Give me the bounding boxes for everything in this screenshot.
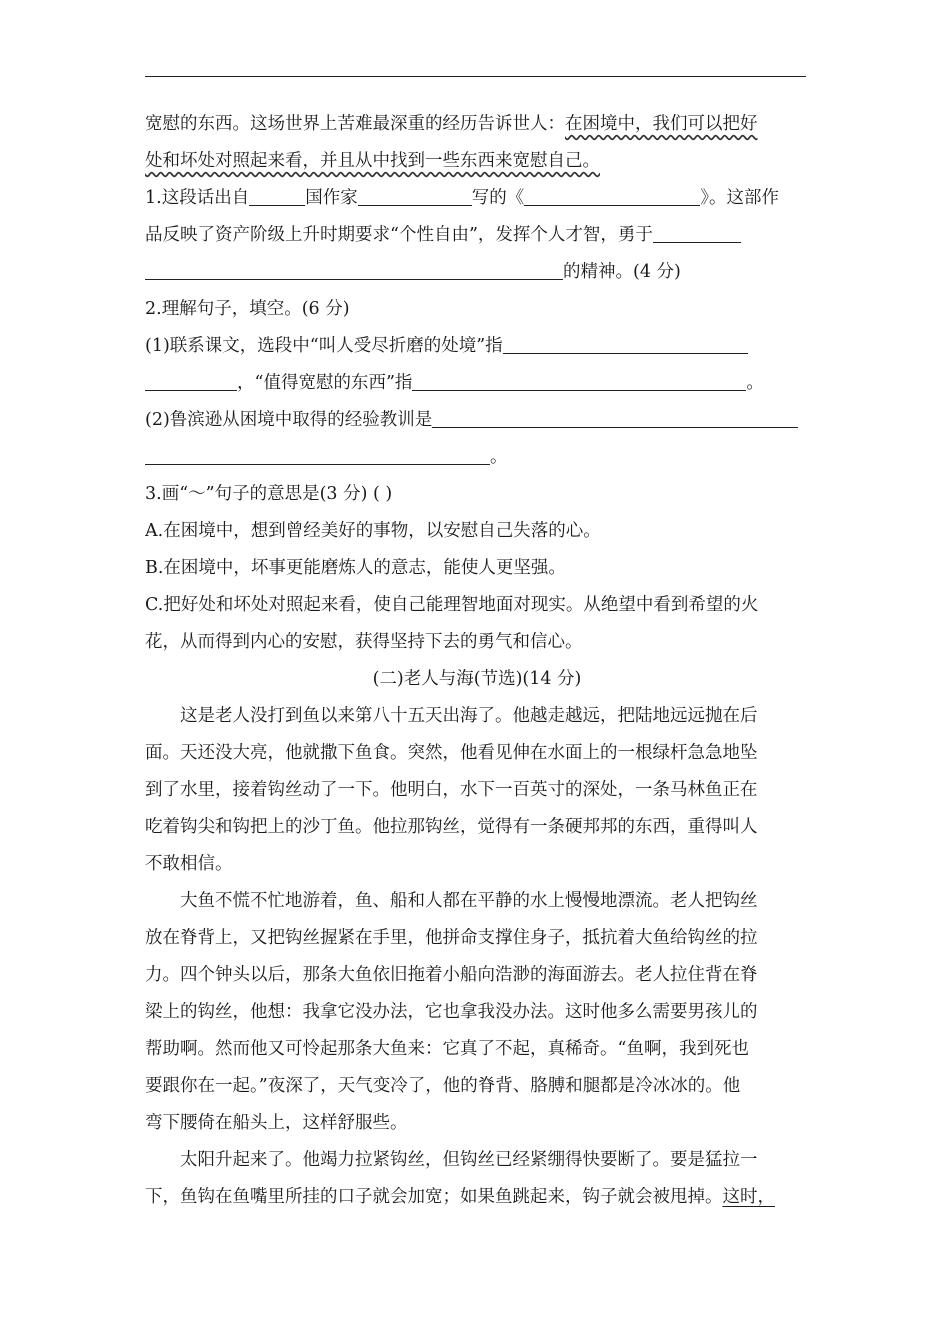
paragraph-line: 要跟你在一起。”夜深了，天气变冷了，他的脊背、胳膊和腿都是冷冰冰的。他 bbox=[145, 1076, 741, 1096]
question-text: (1)联系课文，选段中“叫人受尽折磨的处境”指 bbox=[145, 336, 503, 356]
answer-blank-spirit[interactable] bbox=[653, 222, 741, 243]
question-text: 品反映了资产阶级上升时期要求“个性自由”，发挥个人才智，勇于 bbox=[145, 225, 653, 245]
passage-line bbox=[145, 143, 809, 180]
question-text: 。 bbox=[490, 447, 508, 467]
page-content bbox=[145, 106, 809, 1216]
paragraph-line: 吃着钩尖和钩把上的沙丁鱼。他拉那钩丝，觉得有一条硬邦邦的东西，重得叫人 bbox=[145, 817, 758, 837]
question-3-title: 3.画“～”句子的意思是(3 分) ( ) bbox=[145, 484, 393, 504]
question-2-2-line bbox=[145, 402, 809, 439]
paragraph-line: 到了水里，接着钩丝动了一下。他明白，水下一百英寸的深处，一条马林鱼正在 bbox=[145, 780, 758, 800]
question-text: 1.这段话出自 bbox=[145, 188, 250, 208]
question-text: 国作家 bbox=[305, 188, 358, 208]
underlined-sentence: 这时， bbox=[722, 1187, 775, 1207]
answer-blank-lesson[interactable] bbox=[432, 407, 798, 428]
question-text: (2)鲁滨逊从困境中取得的经验教训是 bbox=[145, 410, 433, 430]
paragraph-text: 下，鱼钩在鱼嘴里所挂的口子就会加宽；如果鱼跳起来，钩子就会被甩掉。 bbox=[145, 1187, 723, 1207]
paragraph-line: 面。天还没大亮，他就撒下鱼食。突然，他看见伸在水面上的一根绿杆急急地坠 bbox=[145, 743, 758, 763]
question-text: 》。这部作 bbox=[700, 188, 779, 208]
paragraph-line: 太阳升起来了。他竭力拉紧钩丝，但钩丝已经紧绷得快要断了。要是猛拉一 bbox=[180, 1150, 758, 1170]
header-rule bbox=[145, 76, 806, 77]
option-a[interactable]: A.在困境中，想到曾经美好的事物，以安慰自己失落的心。 bbox=[145, 521, 601, 541]
answer-blank-spirit-cont[interactable] bbox=[145, 259, 563, 280]
answer-blank-country[interactable] bbox=[249, 185, 305, 206]
question-text: ，“值得宽慰的东西”指 bbox=[237, 373, 413, 393]
answer-blank-situation[interactable] bbox=[503, 333, 748, 354]
wavy-underlined-sentence: 处和坏处对照起来看，并且从中找到一些东西来宽慰自己。 bbox=[145, 151, 600, 171]
question-2-1-line bbox=[145, 365, 809, 402]
question-text: 的精神。(4 分) bbox=[563, 262, 681, 282]
question-text: 写的《 bbox=[471, 188, 525, 208]
passage-line bbox=[145, 106, 809, 143]
section-heading: (二)老人与海(节选)(14 分) bbox=[372, 669, 582, 689]
paragraph-line: 放在脊背上，又把钩丝握紧在手里，他拼命支撑住身子，抵抗着大鱼给钩丝的拉 bbox=[145, 928, 758, 948]
question-1-line bbox=[145, 254, 809, 291]
paragraph-line: 大鱼不慌不忙地游着，鱼、船和人都在平静的水上慢慢地漂流。老人把钩丝 bbox=[180, 891, 758, 911]
answer-blank-title[interactable] bbox=[524, 185, 700, 206]
paragraph-line: 弯下腰倚在船头上，这样舒服些。 bbox=[145, 1113, 408, 1133]
question-2-2-line bbox=[145, 439, 809, 476]
paragraph-line: 帮助啊。然而他又可怜起那条大鱼来：它真了不起，真稀奇。“鱼啊，我到死也 bbox=[145, 1039, 749, 1059]
question-1-line bbox=[145, 217, 809, 254]
question-text: 。 bbox=[746, 373, 764, 393]
wavy-underlined-sentence: 在困境中，我们可以把好 bbox=[565, 114, 758, 134]
question-1-line bbox=[145, 180, 809, 217]
paragraph-line: 这是老人没打到鱼以来第八十五天出海了。他越走越远，把陆地远远抛在后 bbox=[180, 706, 758, 726]
answer-blank-author[interactable] bbox=[358, 185, 472, 206]
paragraph-line bbox=[145, 1179, 809, 1216]
option-c-cont: 花，从而得到内心的安慰，获得坚持下去的勇气和信心。 bbox=[145, 632, 583, 652]
answer-blank-lesson-cont[interactable] bbox=[145, 444, 490, 465]
paragraph-line: 梁上的钩丝，他想：我拿它没办法，它也拿我没办法。这时他多么需要男孩儿的 bbox=[145, 1002, 758, 1022]
paragraph-line: 力。四个钟头以后，那条大鱼依旧拖着小船向浩渺的海面游去。老人拉住背在脊 bbox=[145, 965, 758, 985]
answer-blank-situation-cont[interactable] bbox=[145, 370, 237, 391]
passage-text: 宽慰的东西。这场世界上苦难最深重的经历告诉世人： bbox=[145, 114, 565, 134]
paragraph-line: 不敢相信。 bbox=[145, 854, 233, 874]
option-c[interactable]: C.把好处和坏处对照起来看，使自己能理智地面对现实。从绝望中看到希望的火 bbox=[145, 595, 759, 615]
answer-blank-comfort[interactable] bbox=[412, 370, 746, 391]
option-b[interactable]: B.在困境中，坏事更能磨炼人的意志，能使人更坚强。 bbox=[145, 558, 566, 578]
question-2-1-line bbox=[145, 328, 809, 365]
question-2-title: 2.理解句子，填空。(6 分) bbox=[145, 299, 350, 319]
